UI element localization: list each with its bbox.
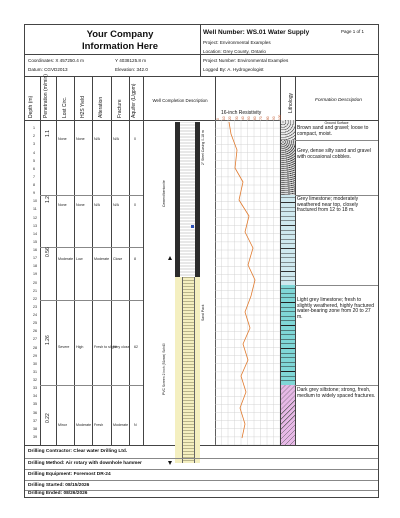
- resistivity-tick: 80: [265, 116, 270, 120]
- depth-tick: 39: [33, 434, 37, 439]
- resistivity-tick: 70: [259, 116, 264, 120]
- lith-limestone: [281, 195, 295, 285]
- depth-tick: 36: [33, 410, 37, 415]
- lost-circ-value: Minor: [58, 423, 67, 427]
- aquifer-value: 0: [134, 137, 136, 141]
- depth-tick: 30: [33, 361, 37, 366]
- depth-tick: 17: [33, 256, 37, 261]
- alteration-value: Moderate: [94, 257, 110, 261]
- well-screen: [182, 277, 195, 463]
- depth-tick: 8: [33, 183, 35, 187]
- depth-tick: 12: [33, 215, 37, 220]
- depth-arrow-down: [168, 461, 172, 465]
- lith-water-limestone: [281, 285, 295, 385]
- drilling-started: Drilling Started: 08/15/2026: [28, 483, 90, 488]
- screen-label: PVC Screen 2 inch (51mm) Sch40: [162, 343, 166, 395]
- lost-circ-value: Severe: [58, 345, 70, 349]
- depth-tick: 32: [33, 378, 37, 382]
- depth-tick: 27: [33, 337, 37, 342]
- col-penetration: Penetration (m/min): [43, 74, 49, 118]
- col-h2s: H2S Yield: [80, 96, 86, 118]
- h2s-value: None: [76, 137, 85, 141]
- depth-tick: 20: [33, 280, 37, 285]
- lost-circ-value: None: [58, 137, 67, 141]
- lost-circ-value: Moderate: [58, 257, 74, 261]
- depth-tick: 19: [33, 272, 37, 277]
- sand-label: Sand Pack: [201, 304, 205, 321]
- resistivity-tick: 60: [253, 116, 258, 120]
- fracture-value: Moderate: [113, 423, 129, 427]
- formation-1: Brown sand and gravel; loose to compact, moist.: [297, 125, 369, 137]
- depth-tick: 22: [33, 296, 37, 301]
- page-number: Page 1 of 1: [341, 29, 365, 34]
- drilling-contractor: Drilling Contractor: Clear water Drilling Ltd.: [28, 449, 128, 454]
- penetration-value: 1.1: [45, 130, 51, 137]
- depth-tick: 24: [33, 313, 37, 317]
- col-fracture: Fracture: [117, 99, 123, 118]
- col-formation: Formation Description: [315, 98, 362, 103]
- elevation: Elevation: 342.0: [115, 67, 148, 72]
- lost-circ-value: None: [58, 203, 67, 207]
- depth-tick: 35: [33, 402, 37, 407]
- well-number: Well Number: WS.01 Water Supply: [203, 29, 310, 36]
- alteration-value: N/A: [94, 137, 100, 141]
- fracture-value: Very close: [113, 345, 130, 349]
- penetration-value: 1.26: [45, 335, 51, 345]
- depth-tick: 26: [33, 329, 37, 334]
- depth-tick: 37: [33, 418, 37, 423]
- fracture-value: N/A: [113, 203, 119, 207]
- depth-arrow-up: [168, 256, 172, 260]
- depth-tick: 28: [33, 345, 37, 350]
- coordinates: Coordinates: X 457250.4 m: [28, 58, 84, 63]
- resistivity-tick: 40: [240, 116, 245, 120]
- aquifer-value: 8: [134, 257, 136, 261]
- aquifer-value: 62: [134, 345, 138, 349]
- col-aquifer: Aquifer (L/gpm): [131, 83, 137, 118]
- project: Project: Environmental Examples: [203, 40, 271, 45]
- depth-tick: 25: [33, 321, 37, 326]
- depth-tick: 15: [33, 239, 37, 244]
- col-alteration: Alteration: [98, 96, 104, 118]
- h2s-value: High: [76, 345, 84, 349]
- penetration-value: 1.2: [45, 196, 51, 203]
- resistivity-tick: 30: [234, 116, 239, 120]
- formation-4: Light grey limestone; fresh to slightly weathered, highly fractured water-bearing zone from 20 to 27 m.: [297, 297, 374, 320]
- resistivity-tick: 100: [278, 114, 282, 120]
- depth-tick: 7: [33, 174, 35, 179]
- h2s-value: Moderate: [76, 423, 92, 427]
- depth-tick: 9: [33, 191, 35, 196]
- depth-tick: 14: [33, 231, 37, 236]
- col-well: Well Completion Description: [152, 98, 208, 103]
- project-number: Project Number: Environmental Examples: [203, 58, 289, 63]
- penetration-value: 0.56: [45, 247, 51, 257]
- depth-tick: 2: [33, 134, 35, 139]
- alteration-value: Fresh: [94, 423, 104, 427]
- depth-tick: 5: [33, 158, 35, 163]
- depth-tick: 6: [33, 166, 35, 171]
- logged-by: Logged By: A. Hydrogeologist: [203, 67, 264, 72]
- formation-3: Grey limestone; moderately weathered near top, closely fractured from 12 to 18 m.: [297, 196, 359, 214]
- formation-5: Dark grey siltstone; strong, fresh, medium to widely spaced fractures.: [297, 387, 376, 399]
- drilling-ended: Drilling Ended: 08/26/2026: [28, 491, 88, 496]
- penetration-value: 0.22: [45, 413, 51, 423]
- depth-tick: 38: [33, 426, 37, 431]
- depth-tick: 4: [33, 150, 35, 155]
- col-resistivity: 16-inch Resistivity: [221, 110, 262, 116]
- y-coordinate: Y 4038125.8 m: [115, 58, 147, 63]
- company-sub: Information Here: [81, 41, 158, 52]
- depth-scale: [25, 120, 40, 445]
- datum: Datum: CGVD2013: [28, 67, 68, 72]
- depth-tick: 10: [33, 199, 37, 204]
- h2s-value: None: [76, 203, 85, 207]
- fracture-value: N/A: [113, 137, 119, 141]
- casing-label: Cement/bentonite: [162, 180, 166, 207]
- well-log-sheet: [24, 24, 379, 498]
- alteration-value: N/A: [94, 203, 100, 207]
- drilling-method: Drilling Method: Air rotary with downhole hammer: [28, 461, 142, 466]
- col-depth: Depth (m): [28, 95, 34, 118]
- aquifer-value: N: [134, 423, 137, 427]
- h2s-value: Low: [76, 257, 83, 261]
- aquifer-value: 0: [134, 203, 136, 207]
- cement-annulus-right: [195, 122, 200, 277]
- location: Location: Grey County, Ontario: [203, 49, 266, 54]
- depth-tick: 29: [33, 353, 37, 358]
- riser-label: 2" Steel Casing 0-18 m: [201, 130, 205, 165]
- resistivity-log: [215, 120, 280, 445]
- alteration-value: Fresh to slight: [94, 345, 117, 349]
- formation-1-title: Ground Surface: [324, 121, 349, 125]
- resistivity-scale: [215, 113, 280, 120]
- steel-casing: [180, 122, 195, 277]
- drilling-equipment: Drilling Equipment: Foremost DR-24: [28, 472, 111, 477]
- col-lithology: Lithology: [288, 92, 294, 113]
- lith-siltstone: [281, 385, 295, 445]
- depth-tick: 1: [33, 126, 35, 131]
- formation-2: Grey, dense silty sand and gravel with occasional cobbles.: [297, 148, 371, 160]
- depth-tick: 11: [33, 207, 37, 212]
- resistivity-tick: 0: [216, 118, 220, 120]
- depth-tick: 21: [33, 288, 37, 293]
- depth-tick: 33: [33, 386, 37, 391]
- depth-tick: 18: [33, 264, 37, 269]
- depth-tick: 3: [33, 142, 35, 147]
- depth-tick: 13: [33, 223, 37, 228]
- col-lost-circ: Lost Circ.: [62, 96, 68, 118]
- resistivity-tick: 50: [247, 116, 251, 120]
- depth-tick: 31: [33, 369, 37, 374]
- resistivity-tick: 10: [222, 116, 227, 120]
- depth-tick: 16: [33, 248, 37, 252]
- water-level-marker: [191, 225, 194, 228]
- resistivity-tick: 20: [228, 116, 233, 120]
- depth-tick: 34: [33, 394, 37, 399]
- depth-tick: 23: [33, 304, 37, 309]
- resistivity-tick: 90: [271, 116, 276, 120]
- fracture-value: Close: [113, 257, 123, 261]
- lith-sand-gravel: [281, 120, 295, 140]
- company-name: Your Company: [86, 29, 154, 40]
- lith-silty-sand: [281, 140, 295, 195]
